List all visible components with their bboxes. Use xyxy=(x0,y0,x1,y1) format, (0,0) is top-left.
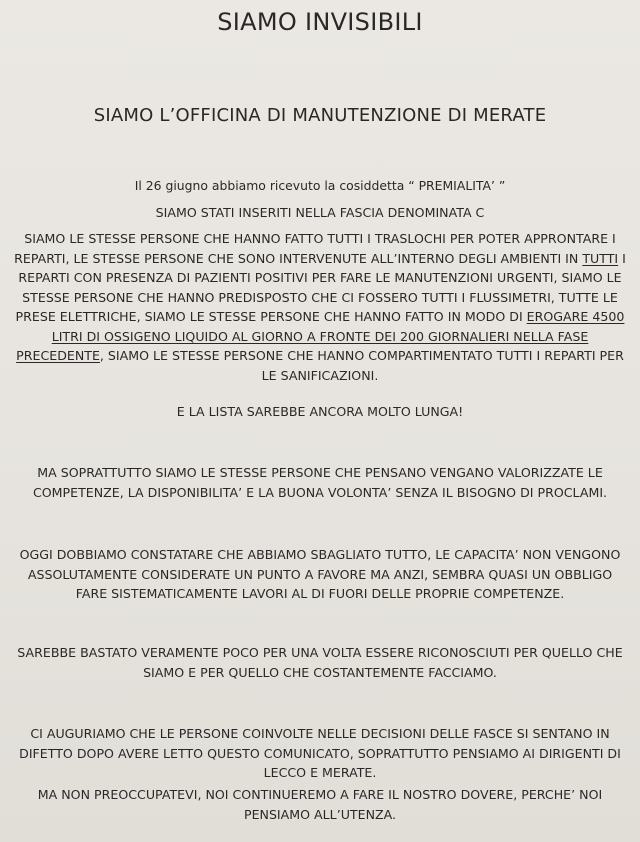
paragraph-lista: E LA LISTA SAREBBE ANCORA MOLTO LUNGA! xyxy=(176,404,464,419)
paragraph-date-line: Il 26 giugno abbiamo ricevuto la cosiddetta “ PREMIALITA’ ” xyxy=(134,178,506,193)
paragraph-fascia: SIAMO STATI INSERITI NELLA FASCIA DENOMINATA C xyxy=(155,205,485,220)
paragraph-ci-auguriamo: CI AUGURIAMO CHE LE PERSONE COINVOLTE NELLE DECISIONI DELLE FASCE SI SENTANO IN DIFETTO DOPO AVERE LETTO QUESTO COMUNICATO, SOPRATTUTTO PENSIAMO AI DIRIGENTI DI LECCO E MERATE. xyxy=(19,726,621,780)
main-text-part-1: SIAMO LE STESSE PERSONE CHE HANNO FATTO TUTTI I TRASLOCHI PER POTER APPRONTARE I REPARTI, LE STESSE PERSONE CHE SONO INTERVENUTE ALL’INTERNO DEGLI AMBIENTI IN xyxy=(14,231,616,266)
document-title: SIAMO INVISIBILI xyxy=(217,8,423,36)
document-subtitle: SIAMO L’OFFICINA DI MANUTENZIONE DI MERATE xyxy=(93,105,547,126)
main-underlined-tutti: TUTTI xyxy=(582,250,619,266)
paragraph-oggi: OGGI DOBBIAMO CONSTATARE CHE ABBIAMO SBAGLIATO TUTTO, LE CAPACITA’ NON VENGONO ASSOLUTAMENTE CONSIDERATE UN PUNTO A FAVORE MA ANZI, SEMBRA QUASI UN OBBLIGO FARE SISTEMATICAMENTE LAVORI AL DI FUORI DELLE PROPRIE COMPETENZE. xyxy=(19,547,621,601)
paragraph-non-preoccupatevi: MA NON PREOCCUPATEVI, NOI CONTINUEREMO A FARE IL NOSTRO DOVERE, PERCHE’ NOI PENSIAMO ALL’UTENZA. xyxy=(37,787,603,822)
main-underlined-ossigeno: EROGARE 4500 LITRI DI OSSIGENO LIQUIDO AL GIORNO A FRONTE DEI 200 GIORNALIERI NELLA FASE PRECEDENTE xyxy=(16,309,625,363)
paragraph-ma-soprattutto: MA SOPRATTUTTO SIAMO LE STESSE PERSONE CHE PENSANO VENGANO VALORIZZATE LE COMPETENZE, LA DISPONIBILITA’ E LA BUONA VOLONTA’ SENZA IL BISOGNO DI PROCLAMI. xyxy=(32,465,608,500)
paragraph-sarebbe: SAREBBE BASTATO VERAMENTE POCO PER UNA VOLTA ESSERE RICONOSCIUTI PER QUELLO CHE SIAMO E PER QUELLO CHE COSTANTEMENTE FACCIAMO. xyxy=(17,645,623,680)
main-text-part-2: I REPARTI CON PRESENZA DI PAZIENTI POSITIVI PER FARE LE MANUTENZIONI URGENTI, SIAMO LE STESSE PERSONE CHE HANNO PREDISPOSTO CHE CI FOSSERO TUTTI I FLUSSIMETRI, TUTTE LE PRESE ELETTRICHE, SIAMO LE STESSE PERSONE CHE HANNO FATTO IN MODO DI xyxy=(15,250,626,324)
main-text-part-3: , SIAMO LE STESSE PERSONE CHE HANNO COMPARTIMENTATO TUTTI I REPARTI PER LE SANIFICAZIONI. xyxy=(99,348,624,383)
paragraph-main xyxy=(12,229,628,385)
